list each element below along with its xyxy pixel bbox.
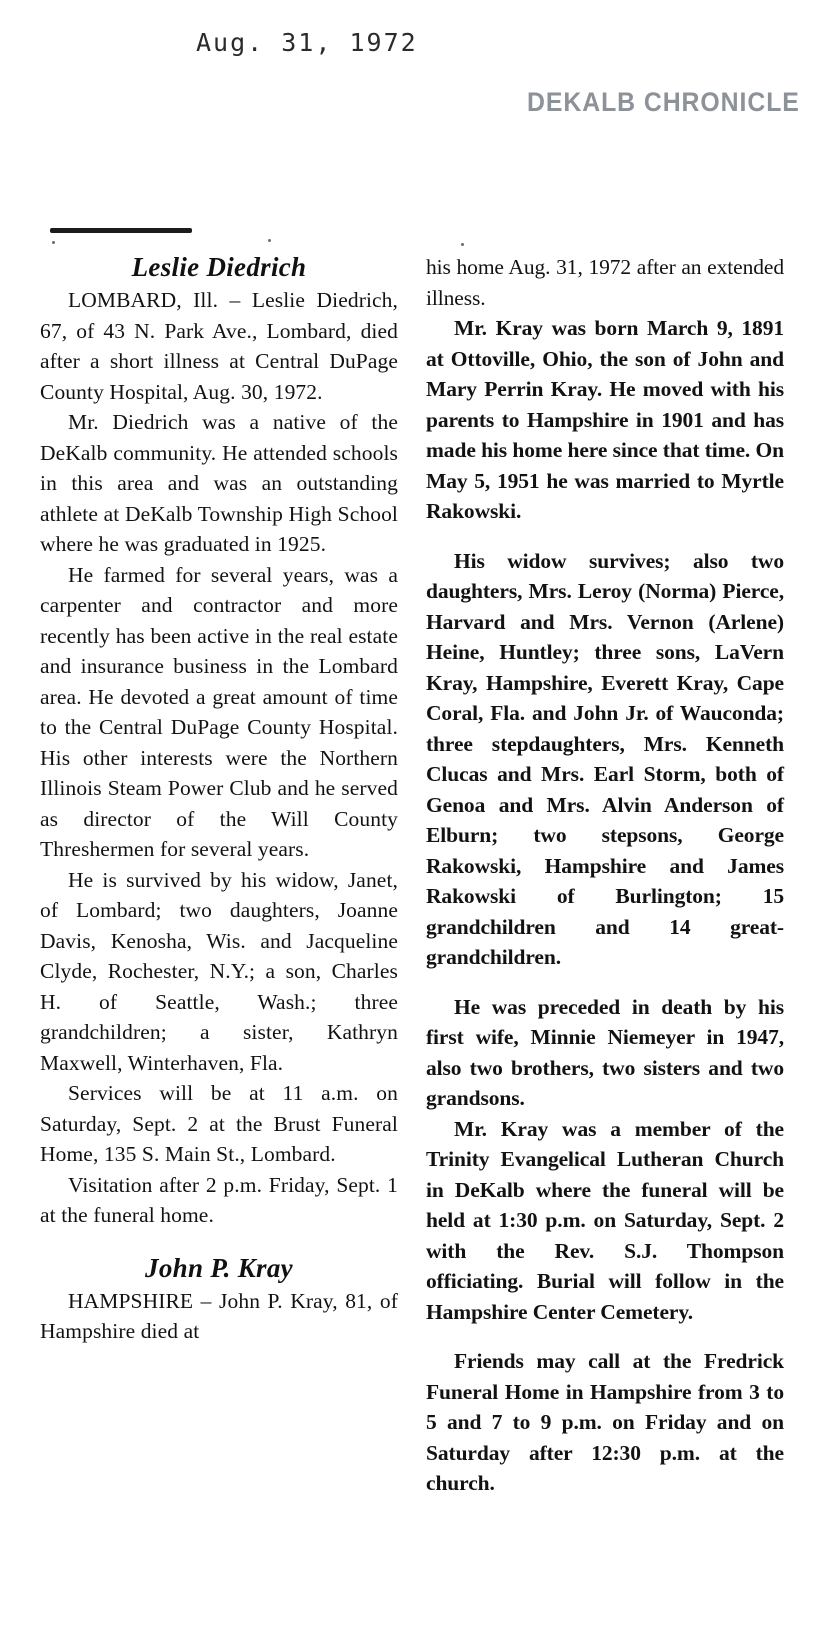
obituary-paragraph: He farmed for several years, was a carpenter and contractor and more recently has been active in the real estate and insurance business in the Lombard area. He devoted a great amount of time to the Central DuPage County Hospital. His other interests were the Northern Illinois Steam Power Club and he served as director of the Will County Threshermen for several years. <box>40 562 398 861</box>
scan-speck <box>52 241 55 244</box>
obituary-paragraph: He is survived by his widow, Janet, of Lombard; two daughters, Joanne Davis, Kenosha, Wis. and Jacqueline Clyde, Rochester, N.Y.; a son, Charles H. of Seattle, Wash.; three grandchildren; a sister, Kathryn Maxwell, Winterhaven, Fla. <box>40 867 398 1075</box>
obituary-paragraph: Visitation after 2 p.m. Friday, Sept. 1 at the funeral home. <box>40 1172 398 1227</box>
obituary-headline-kray: John P. Kray <box>145 1252 293 1283</box>
scan-speck <box>268 239 271 242</box>
obituary-paragraph: his home Aug. 31, 1972 after an extended illness. <box>426 255 784 310</box>
obituary-paragraph: Mr. Diedrich was a native of the DeKalb community. He attended schools in this area and was an outstanding athlete at DeKalb Township High School where he was graduated in 1925. <box>40 410 398 556</box>
article-body <box>40 252 784 1499</box>
obituary-paragraph: HAMPSHIRE – John P. Kray, 81, of Hampshire died at <box>40 1288 398 1343</box>
obituary-paragraph: Mr. Kray was a member of the Trinity Evangelical Lutheran Church in DeKalb where the funeral will be held at 1:30 p.m. on Saturday, Sept. 2 with the Rev. S.J. Thompson officiating. Burial will follow in the Hampshire Center Cemetery. <box>426 1116 784 1324</box>
right-column <box>426 252 784 1499</box>
column-rule <box>50 228 192 233</box>
obituary-paragraph: Services will be at 11 a.m. on Saturday, Sept. 2 at the Brust Funeral Home, 135 S. Main St., Lombard. <box>40 1081 398 1166</box>
obituary-headline-diedrich: Leslie Diedrich <box>131 252 307 282</box>
date-stamp: Aug. 31, 1972 <box>196 28 418 57</box>
left-column <box>40 252 398 1347</box>
obituary-paragraph: He was preceded in death by his first wife, Minnie Niemeyer in 1947, also two brothers, two sisters and two grandsons. <box>426 994 784 1110</box>
scan-speck <box>461 243 464 246</box>
obituary-paragraph: LOMBARD, Ill. – Leslie Diedrich, 67, of 43 N. Park Ave., Lombard, died after a short illness at Central DuPage County Hospital, Aug. 30, 1972. <box>40 288 398 404</box>
obituary-paragraph: His widow survives; also two daughters, Mrs. Leroy (Norma) Pierce, Harvard and Mrs. Vernon (Arlene) Heine, Huntley; three sons, LaVern Kray, Hampshire, Everett Kray, Cape Coral, Fla. and John Jr. of Wauconda; three stepdaughters, Mrs. Kenneth Clucas and Mrs. Earl Storm, both of Genoa and Mrs. Alvin Anderson of Elburn; two stepsons, George Rakowski, Hampshire and James Rakowski of Burlington; 15 grandchildren and 14 great-grandchildren. <box>426 548 784 969</box>
obituary-paragraph: Friends may call at the Fredrick Funeral Home in Hampshire from 3 to 5 and 7 to 9 p.m. on Friday and on Saturday after 12:30 p.m. at the church. <box>426 1349 784 1495</box>
newspaper-masthead: DEKALB CHRONICLE <box>527 87 800 117</box>
obituary-paragraph: Mr. Kray was born March 9, 1891 at Ottoville, Ohio, the son of John and Mary Perrin Kray. He moved with his parents to Hampshire in 1901 and has made his home here since that time. On May 5, 1951 he was married to Myrtle Rakowski. <box>426 316 784 523</box>
